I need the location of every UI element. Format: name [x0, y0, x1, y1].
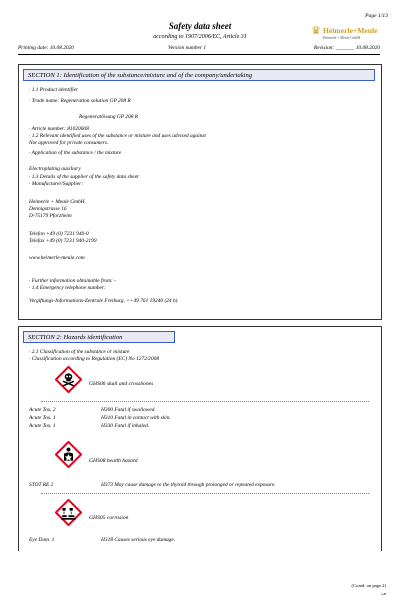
- hazard-statement: H310 Fatal in contact with skin.: [101, 415, 171, 421]
- ghs06-label: GHS06 skull and crossbones: [89, 381, 154, 387]
- ghs06-skull-icon: [55, 366, 82, 393]
- s1-line: · 1.1 Product identifier: [29, 87, 79, 93]
- hazard-class: Acute Tox. 2: [29, 407, 56, 413]
- s1-line: Dennigstrasse 16: [29, 206, 67, 212]
- s1-line: Regeneratlösung GP 208 R: [79, 114, 139, 120]
- s1-line: · Further information obtainable from: -: [29, 278, 116, 284]
- page-number: Page 1/13: [365, 13, 388, 19]
- version-number: Version number 1: [168, 45, 207, 51]
- hazard-statement: H300 Fatal if swallowed.: [101, 407, 156, 413]
- revision-date: Revision: _______ 10.08.2020: [313, 45, 380, 51]
- hazard-statement: H318 Causes serious eye damage.: [101, 537, 176, 543]
- s1-line: · 1.4 Emergency telephone number:: [29, 285, 106, 291]
- hazard-statement: H373 May cause damage to the thyroid through prolonged or repeated exposure.: [101, 482, 276, 488]
- s2-line: · 2.1 Classification of the substance or mixture: [29, 349, 130, 355]
- document-subtitle: according to 1907/2006/EC, Article 31: [153, 34, 247, 40]
- ghs05-corrosion-icon: [55, 499, 82, 526]
- s1-line: Electroplating auxiliary: [29, 166, 81, 172]
- logo-name: Heimerle+Meule: [323, 26, 378, 35]
- hazard-statement: H330 Fatal if inhaled.: [101, 423, 150, 429]
- s1-line: D-75179 Pforzheim: [29, 213, 72, 219]
- s1-line: Not approved for private consumers.: [29, 140, 109, 146]
- document-title: Safety data sheet: [168, 21, 232, 31]
- section-1-box: [18, 64, 382, 320]
- s1-line: · Application of the substance / the mixture: [29, 150, 122, 156]
- s2-line: · Classification according to Regulation (EC) No 1272/2008: [29, 356, 160, 362]
- header-rule: [18, 54, 380, 55]
- section-1-heading: SECTION 1: Identification of the substance/mixture and of the company/undertaking: [23, 69, 375, 81]
- s1-line: www.heimerle-meule.com: [29, 255, 85, 261]
- dotted-rule: [41, 493, 369, 494]
- s1-line: Telefax +49 (0) 7231 940-2199: [29, 238, 97, 244]
- printing-date: Printing date: 10.08.2020: [18, 45, 74, 51]
- s1-line: · Trade name: Regeneration solution GP 208 R: [29, 98, 131, 104]
- hazard-class: Acute Tox. 1: [29, 415, 56, 421]
- section-2-box: [18, 326, 382, 551]
- s1-line: · 1.3 Details of the supplier of the safety data sheet: [29, 174, 139, 180]
- ghs08-label: GHS08 health hazard: [89, 458, 138, 464]
- hazard-class: STOT RE 2: [29, 482, 54, 488]
- company-logo: [311, 24, 386, 46]
- ghs05-label: GHS05 corrosion: [89, 515, 129, 521]
- s1-line: Telefon +49 (0) 7231 940-0: [29, 231, 89, 237]
- language-code: GB: [381, 592, 386, 596]
- continued-note: (Contd. on page 2): [351, 583, 386, 588]
- s1-line: Heimerle + Meule GmbH: [29, 199, 85, 205]
- hazard-class: Acute Tox. 1: [29, 423, 56, 429]
- crown-icon: ♛: [311, 25, 321, 37]
- s1-line: · 1.2 Relevant identified uses of the substance or mixture and uses advised against: [29, 133, 206, 139]
- logo-subtitle: Heimerle + Meule GmbH: [323, 36, 361, 40]
- ghs08-health-hazard-icon: [55, 441, 82, 468]
- dotted-rule: [41, 401, 369, 402]
- section-2-heading: SECTION 2: Hazards identification: [23, 331, 175, 343]
- s1-line: · Article number: 81020608: [29, 126, 89, 132]
- s1-line: · Manufacturer/Supplier:: [29, 181, 83, 187]
- s1-line: Vergiftungs-Informations-Zentrale Freiburg, ++49 761 19240 (24 h): [29, 298, 178, 304]
- hazard-class: Eye Dam. 1: [29, 537, 55, 543]
